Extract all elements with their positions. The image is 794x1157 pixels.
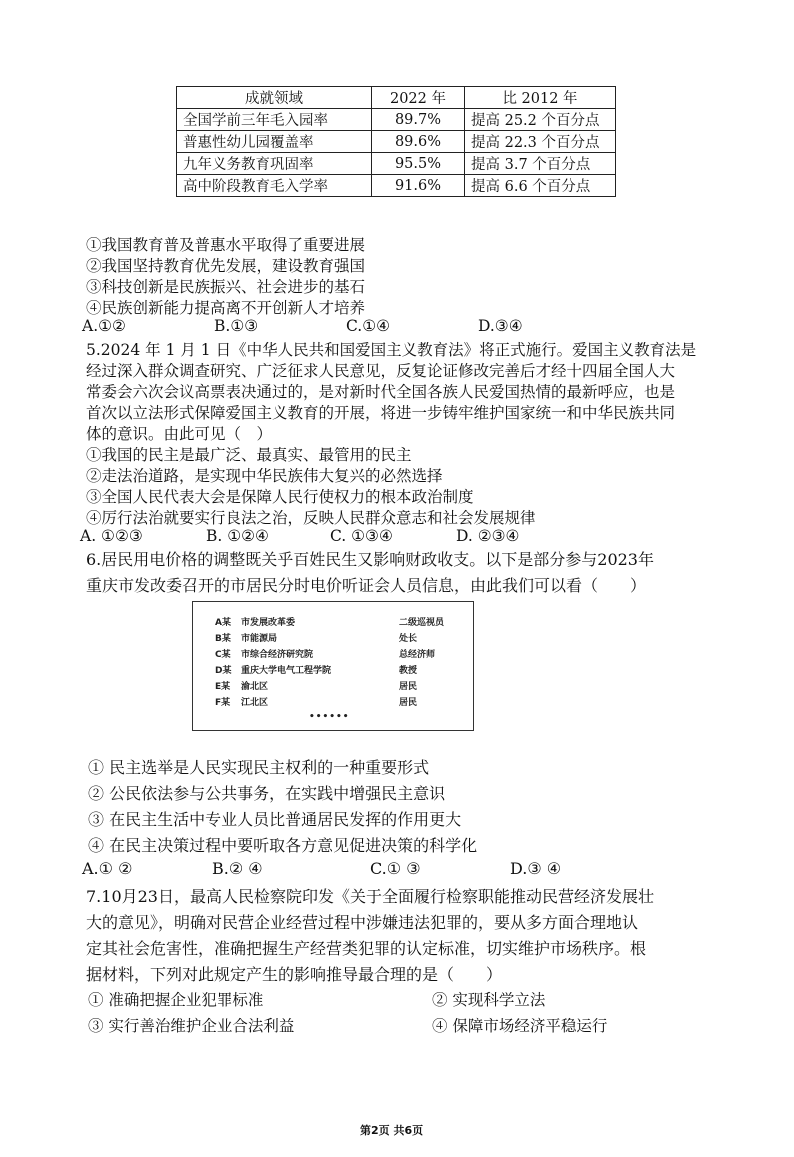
q4-item: ②我国坚持教育优先发展，建设教育强国 (86, 257, 366, 275)
q7-item: ④ 保障市场经济平稳运行 (432, 1017, 608, 1035)
q7-item: ① 准确把握企业犯罪标准 (88, 991, 264, 1009)
q5-item: ③全国人民代表大会是保障人民行使权力的根本政治制度 (86, 488, 474, 506)
table-cell: 89.6% (372, 131, 465, 153)
q6-option-b[interactable]: B.② ④ (212, 859, 263, 878)
q5-option-a[interactable]: A. ①②③ (80, 527, 143, 545)
participant-post: 总经济师 (399, 650, 436, 660)
table-cell: 高中阶段教育毛入学率 (177, 175, 372, 197)
participant-post: 二级巡视员 (399, 618, 445, 628)
participant-unit: 江北区 (241, 698, 269, 708)
q4-option-d[interactable]: D.③④ (478, 317, 523, 335)
page-number: 第2页 共6页 (360, 1124, 424, 1137)
q7-item: ③ 实行善治维护企业合法利益 (88, 1017, 295, 1035)
table-header-cell: 成就领域 (177, 87, 372, 109)
q7-stem-line: 据材料，下列对此规定产生的影响推导最合理的是（ ） (86, 965, 503, 984)
participant-name: D某 (215, 666, 232, 676)
q7-stem-line: 7.10月23日，最高人民检察院印发《关于全面履行检察职能推动民营经济发展壮 (86, 887, 654, 906)
figure-row (215, 679, 455, 691)
figure-row (215, 695, 455, 707)
q5-item: ②走法治道路，是实现中华民族伟大复兴的必然选择 (86, 467, 443, 485)
q5-item: ④厉行法治就要实行良法之治，反映人民群众意志和社会发展规律 (86, 509, 536, 527)
table-header-cell: 比 2012 年 (465, 87, 616, 109)
figure-row (215, 631, 455, 643)
figure-ellipsis: •••••• (309, 712, 350, 722)
figure-row (215, 663, 455, 675)
q6-option-c[interactable]: C.① ③ (370, 859, 421, 878)
participant-unit: 渝北区 (241, 682, 269, 692)
q5-stem-line: 常委会六次会议高票表决通过的，是对新时代全国各族人民爱国热情的最新呼应，也是 (86, 383, 676, 401)
q6-option-d[interactable]: D.③ ④ (510, 859, 562, 878)
participant-unit: 重庆大学电气工程学院 (241, 666, 332, 676)
hearing-participants-figure (192, 601, 474, 731)
participant-name: E某 (215, 682, 231, 692)
participant-post: 居民 (399, 698, 418, 708)
figure-row (215, 615, 455, 627)
participant-name: F某 (215, 698, 231, 708)
q5-option-b[interactable]: B. ①②④ (206, 527, 269, 545)
table-row (177, 131, 616, 153)
q6-stem-line: 重庆市发改委召开的市居民分时电价听证会人员信息，由此我们可以看（ ） (86, 576, 647, 595)
q7-item: ② 实现科学立法 (432, 991, 546, 1009)
q6-item: ② 公民依法参与公共事务，在实践中增强民主意识 (88, 784, 446, 803)
q5-stem-line: 体的意识。由此可见（ ） (86, 425, 273, 443)
table-cell: 提高 22.3 个百分点 (465, 131, 616, 153)
achievement-table (176, 86, 616, 197)
q6-item: ③ 在民主生活中专业人员比普通居民发挥的作用更大 (88, 810, 462, 829)
q5-item: ①我国的民主是最广泛、最真实、最管用的民主 (86, 446, 412, 464)
q5-option-c[interactable]: C. ①③④ (330, 527, 393, 545)
table-cell: 89.7% (372, 109, 465, 131)
participant-post: 居民 (399, 682, 418, 692)
participant-unit: 市综合经济研究院 (241, 650, 314, 660)
table-cell: 提高 3.7 个百分点 (465, 153, 616, 175)
q5-stem-line: 5.2024 年 1 月 1 日《中华人民共和国爱国主义教育法》将正式施行。爱国主义教育法是 (86, 341, 697, 359)
q6-item: ① 民主选举是人民实现民主权利的一种重要形式 (88, 758, 430, 777)
participant-name: B某 (215, 634, 231, 644)
participant-post: 教授 (399, 666, 418, 676)
table-header-row (177, 87, 616, 109)
q6-option-a[interactable]: A.① ② (82, 859, 133, 878)
table-header-cell: 2022 年 (372, 87, 465, 109)
table-cell: 提高 6.6 个百分点 (465, 175, 616, 197)
participant-post: 处长 (399, 634, 418, 644)
q6-stem-line: 6.居民用电价格的调整既关乎百姓民生又影响财政收支。以下是部分参与2023年 (86, 550, 654, 569)
q5-stem-line: 首次以立法形式保障爱国主义教育的开展，将进一步铸牢维护国家统一和中华民族共同 (86, 404, 676, 422)
q4-item: ④民族创新能力提高离不开创新人才培养 (86, 299, 366, 317)
table-row (177, 175, 616, 197)
participant-unit: 市能源局 (241, 634, 278, 644)
table-cell: 九年义务教育巩固率 (177, 153, 372, 175)
participant-name: A某 (215, 618, 231, 628)
q4-option-a[interactable]: A.①② (82, 317, 126, 335)
q6-item: ④ 在民主决策过程中要听取各方意见促进决策的科学化 (88, 836, 478, 855)
q5-option-d[interactable]: D. ②③④ (456, 527, 520, 545)
participant-name: C某 (215, 650, 231, 660)
table-cell: 91.6% (372, 175, 465, 197)
table-row (177, 153, 616, 175)
figure-row (215, 647, 455, 659)
q4-option-c[interactable]: C.①④ (346, 317, 391, 335)
q4-item: ①我国教育普及普惠水平取得了重要进展 (86, 236, 366, 254)
participant-unit: 市发展改革委 (241, 618, 296, 628)
table-cell: 全国学前三年毛入园率 (177, 109, 372, 131)
q5-stem-line: 经过深入群众调查研究、广泛征求人民意见，反复论证修改完善后才经十四届全国人大 (86, 362, 676, 380)
table-cell: 95.5% (372, 153, 465, 175)
q4-option-b[interactable]: B.①③ (214, 317, 259, 335)
q4-item: ③科技创新是民族振兴、社会进步的基石 (86, 278, 366, 296)
table-cell: 提高 25.2 个百分点 (465, 109, 616, 131)
table-cell: 普惠性幼儿园覆盖率 (177, 131, 372, 153)
table-row (177, 109, 616, 131)
q7-stem-line: 定其社会危害性，准确把握生产经营类犯罪的认定标准，切实维护市场秩序。根 (86, 939, 647, 958)
q7-stem-line: 大的意见》，明确对民营企业经营过程中涉嫌违法犯罪的，要从多方面合理地认 (86, 913, 639, 932)
